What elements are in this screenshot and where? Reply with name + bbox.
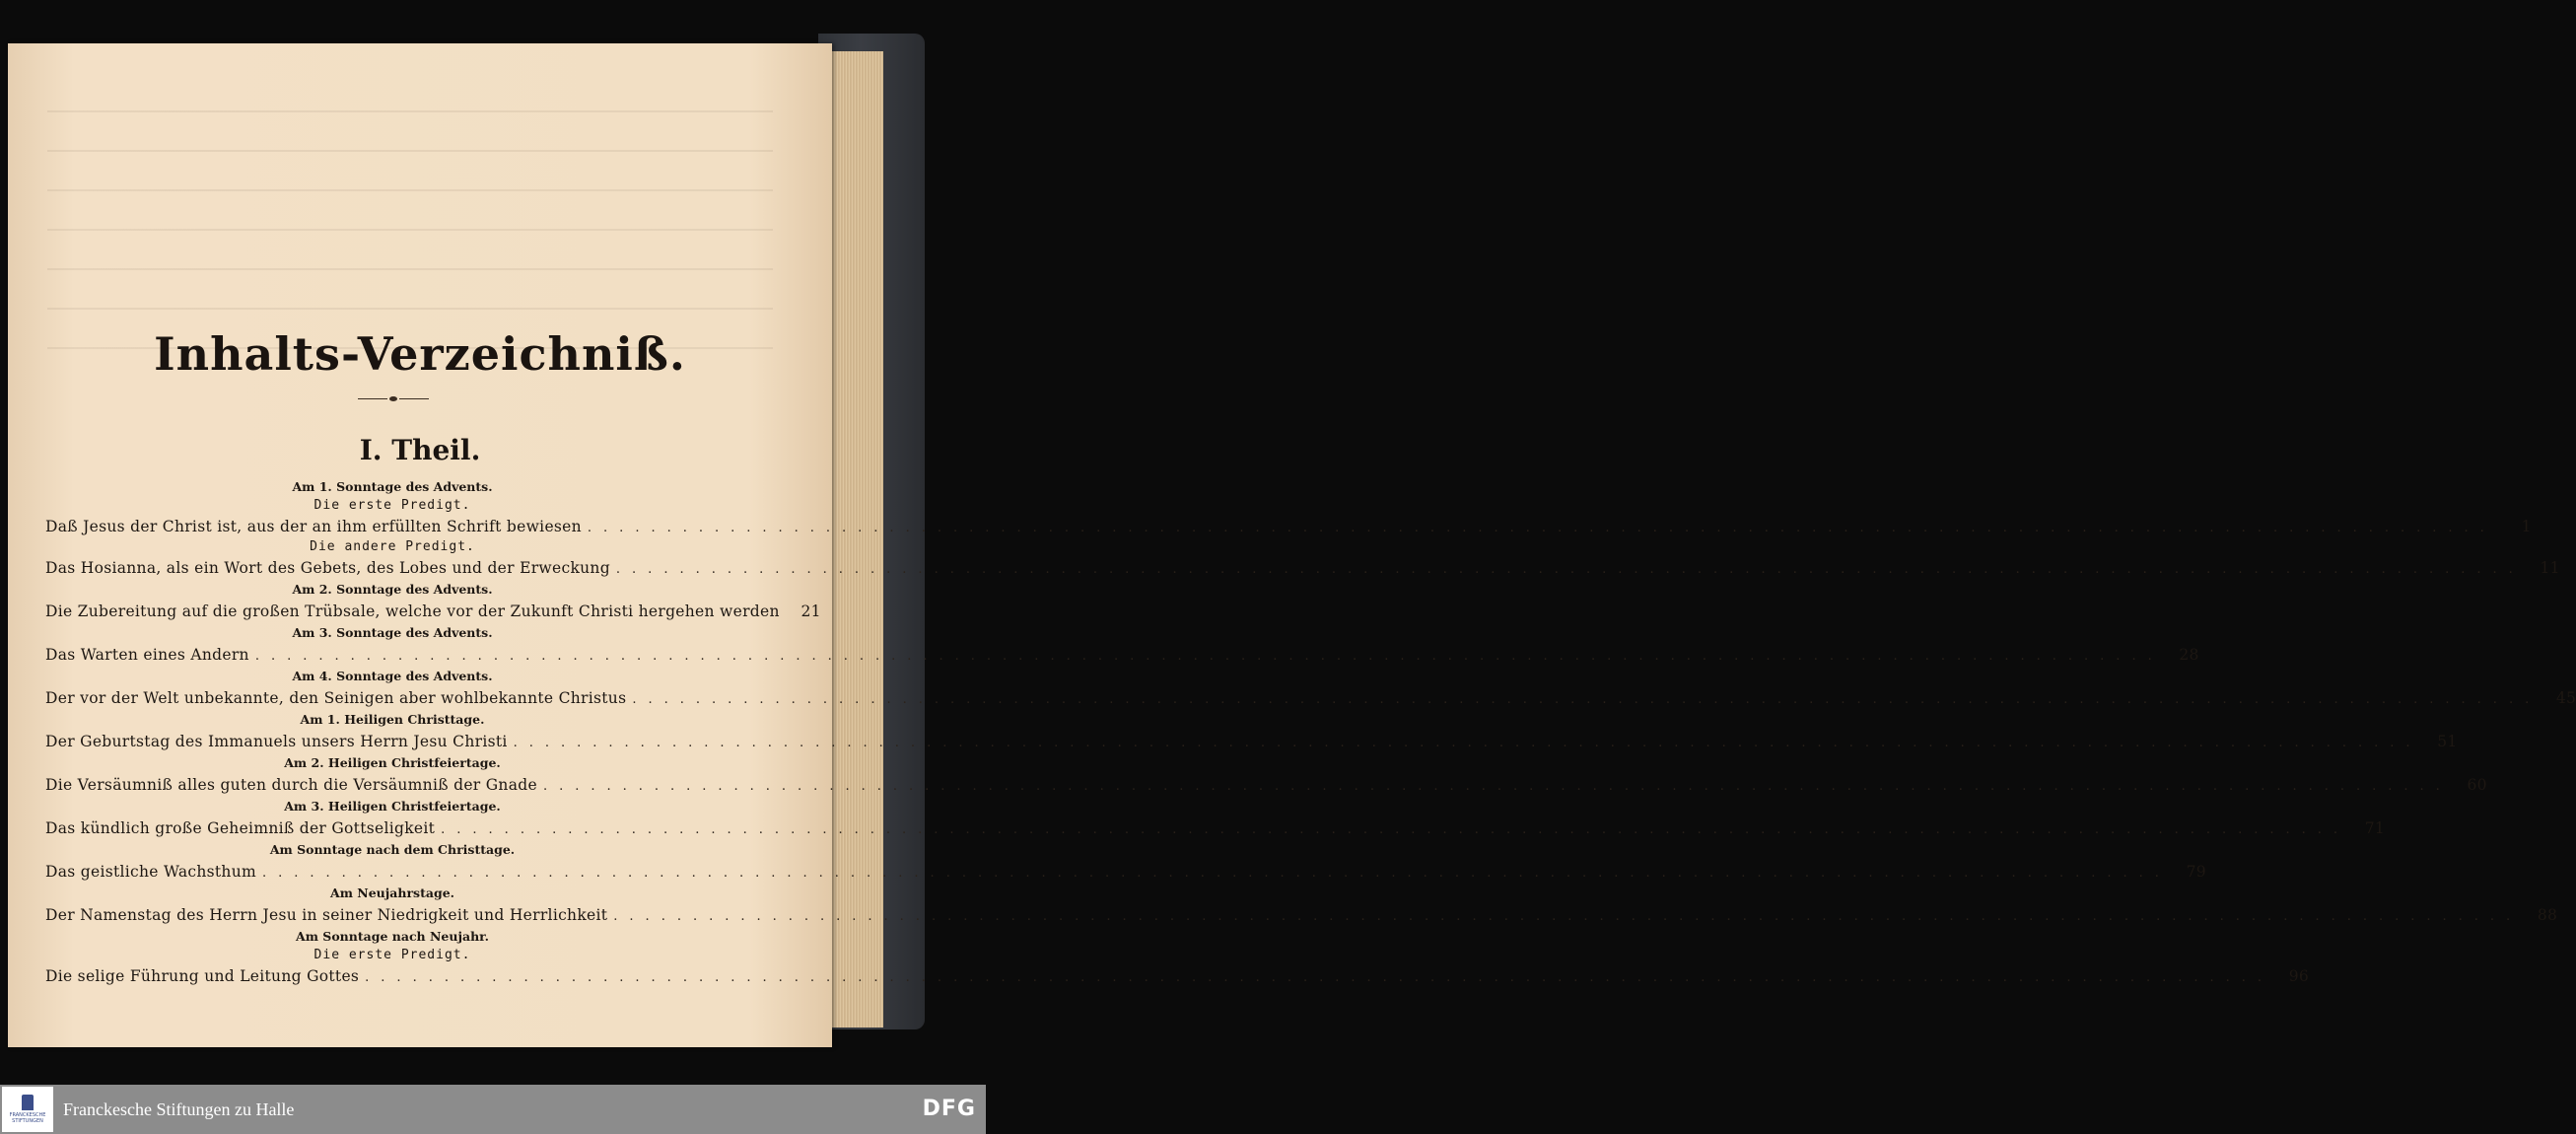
toc-page-number: 51 (2437, 733, 2458, 750)
toc-page-number: 79 (2186, 863, 2206, 881)
dot-leader: ........................................................................................................................ (262, 866, 2171, 881)
toc-page-number: 11 (2540, 559, 2560, 577)
sunday-heading: Am 1. Sonntage des Advents. (292, 479, 493, 494)
page-title: Inhalts-Verzeichniß. (154, 327, 686, 381)
sunday-heading: Am 3. Heiligen Christfeiertage. (284, 799, 501, 814)
part-heading: I. Theil. (359, 434, 481, 466)
toc-page-number: 45 (2555, 689, 2576, 707)
francke-logo-icon (22, 1095, 34, 1110)
toc-entry[interactable] (45, 860, 2206, 884)
dot-leader: ........................................................................................................................ (587, 521, 2496, 535)
dfg-logo[interactable]: DFG (922, 1097, 976, 1121)
toc-page-number: 60 (2467, 776, 2487, 794)
table-of-contents (45, 477, 2576, 988)
toc-entry-title: Die Zubereitung auf die großen Trübsale, welche vor der Zukunft Christi hergehen werden (45, 602, 780, 620)
footer-bar (0, 1085, 986, 1134)
toc-entry-title: Die selige Führung und Leitung Gottes (45, 967, 360, 985)
sunday-heading: Am 1. Heiligen Christtage. (300, 712, 485, 727)
toc-entry[interactable] (45, 515, 2532, 538)
logo-text: FRANCKESCHE STIFTUNGEN (9, 1112, 46, 1124)
sermon-label: Die erste Predigt. (313, 498, 471, 513)
toc-entry-title: Das Hosianna, als ein Wort des Gebets, des Lobes und der Erweckung (45, 559, 610, 577)
toc-page-number: 21 (801, 602, 821, 620)
toc-entry[interactable] (45, 556, 2560, 580)
toc-page-number: 88 (2537, 906, 2558, 924)
sermon-label: Die erste Predigt. (313, 948, 471, 962)
toc-entry-title: Der Namenstag des Herrn Jesu in seiner Niedrigkeit und Herrlichkeit (45, 906, 608, 924)
toc-entry[interactable] (45, 816, 2386, 840)
dot-leader: ........................................................................................................................ (513, 736, 2422, 750)
toc-entry[interactable] (45, 773, 2487, 797)
institution-logo[interactable] (2, 1087, 53, 1132)
toc-entry-title: Der Geburtstag des Immanuels unsers Herrn Jesu Christi (45, 733, 508, 750)
book-page (8, 43, 2576, 1047)
toc-entry[interactable] (45, 600, 821, 623)
toc-page-number: 28 (2179, 646, 2199, 664)
dot-leader: ........................................................................................................................ (632, 692, 2541, 707)
sunday-heading: Am 4. Sonntage des Advents. (292, 669, 493, 683)
toc-page-number: 71 (2364, 819, 2386, 837)
toc-entry[interactable] (45, 643, 2199, 667)
toc-entry[interactable] (45, 686, 2576, 710)
toc-entry-title: Der vor der Welt unbekannte, den Seinigen aber wohlbekannte Christus (45, 689, 627, 707)
show-through-text (47, 73, 773, 369)
sermon-label: Die andere Predigt. (310, 539, 475, 554)
dot-leader: ........................................................................................................................ (615, 562, 2525, 577)
sunday-heading: Am 2. Sonntage des Advents. (292, 582, 493, 597)
dot-leader: ........................................................................................................................ (365, 970, 2274, 985)
ornament-divider (358, 396, 429, 402)
toc-page-number: 1 (2521, 518, 2532, 535)
dot-leader: ........................................................................................................................ (254, 649, 2164, 664)
toc-entry-title: Das Warten eines Andern (45, 646, 249, 664)
dot-leader: ........................................................................................................................ (613, 909, 2523, 924)
dot-leader: ........................................................................................................................ (441, 822, 2350, 837)
sunday-heading: Am Sonntage nach dem Christtage. (269, 842, 516, 857)
institution-name: Franckesche Stiftungen zu Halle (63, 1099, 295, 1119)
toc-entry-title: Die Versäumniß alles guten durch die Versäumniß der Gnade (45, 776, 537, 794)
sunday-heading: Am Neujahrstage. (330, 886, 454, 900)
toc-entry[interactable] (45, 730, 2458, 753)
sunday-heading: Am 3. Sonntage des Advents. (292, 625, 493, 640)
sunday-heading: Am Sonntage nach Neujahr. (296, 929, 489, 944)
toc-entry[interactable] (45, 903, 2558, 927)
dot-leader: ........................................................................................................................ (542, 779, 2452, 794)
toc-entry-title: Daß Jesus der Christ ist, aus der an ihm erfüllten Schrift bewiesen (45, 518, 582, 535)
toc-entry-title: Das geistliche Wachsthum (45, 863, 256, 881)
sunday-heading: Am 2. Heiligen Christfeiertage. (284, 755, 501, 770)
toc-entry-title: Das kündlich große Geheimniß der Gottseligkeit (45, 819, 436, 837)
toc-page-number: 96 (2288, 967, 2310, 985)
toc-entry[interactable] (45, 964, 2310, 988)
